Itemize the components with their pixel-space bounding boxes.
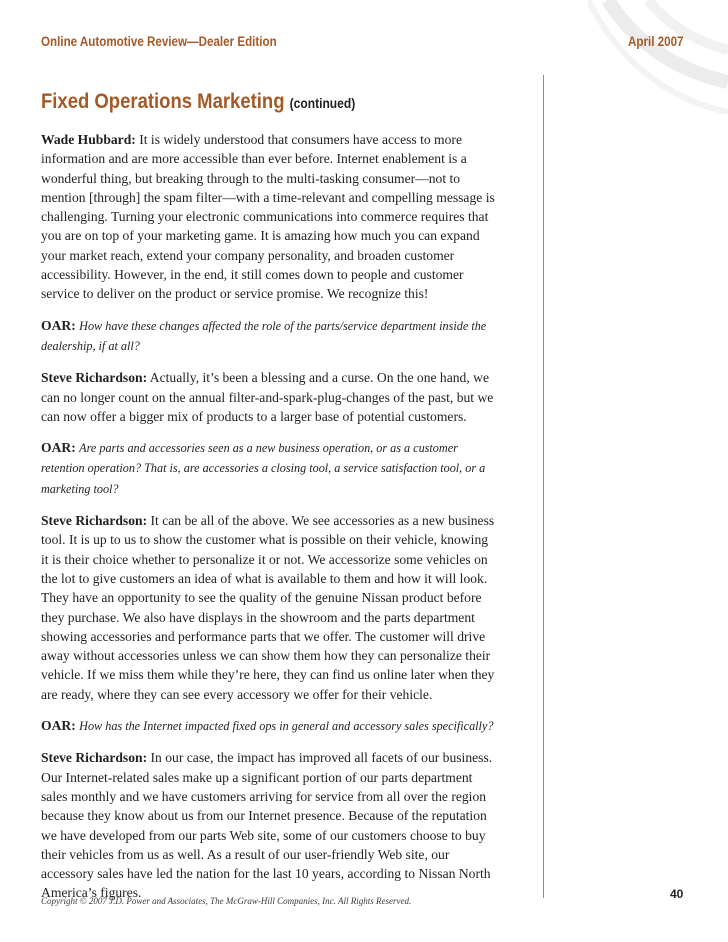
- speaker-label: Steve Richardson:: [41, 370, 148, 386]
- speaker-label: OAR:: [41, 317, 76, 333]
- page-number: 40: [670, 887, 684, 901]
- article-title-main: Fixed Operations Marketing: [41, 89, 285, 113]
- interview-paragraph: [41, 130, 496, 304]
- speaker-label: Wade Hubbard:: [41, 132, 136, 147]
- question-text: How has the Internet impacted fixed ops in general and accessory sales specifically?: [79, 719, 494, 734]
- interview-paragraph: [41, 438, 496, 499]
- publication-title: Online Automotive Review—Dealer Edition: [41, 34, 277, 49]
- question-text: How have these changes affected the role of the parts/service department inside the dealership, if at all?: [41, 318, 487, 353]
- speaker-label: OAR:: [41, 718, 76, 734]
- answer-text: In our case, the impact has improved all facets of our business. Our Internet-related sales make up a significant portion of our parts department sales monthly and we have customers arriving for service from all over the region because they know about us from our Internet presence. Because of the reputation we have developed from our parts Web site, some of our customers choose to buy their vehicles from us as well. As a result of our user-friendly Web site, our accessory sales have led the nation for the last 10 years, according to Nissan North America’s figures.: [41, 750, 493, 901]
- interview-paragraph: [41, 748, 496, 902]
- question-text: Are parts and accessories seen as a new business operation, or as a customer retention operation? That is, are accessories a closing tool, a service satisfaction tool, or a marketing tool?: [41, 441, 486, 496]
- issue-date: April 2007: [628, 34, 684, 49]
- interview-paragraph: [41, 368, 496, 426]
- copyright-notice: Copyright © 2007 J.D. Power and Associates, The McGraw-Hill Companies, Inc. All Rights Reserved.: [41, 896, 412, 906]
- answer-text: It is widely understood that consumers have access to more information and are more accessible than ever before. Internet enablement is a wonderful thing, but breaking through to the multi-tasking consumer—not to mention [through] the spam filter—with a time-relevant and compelling message is challenging. Turning your electronic communications into commerce requires that you are on top of your marketing game. It is amazing how much you can expand your market reach, extend your company personality, and broaden customer accessibility. However, in the end, it still comes down to people and customer service to deliver on the product or service promise. We recognize this!: [41, 132, 495, 302]
- article-title: [41, 89, 355, 114]
- article-title-continued: (continued): [289, 95, 356, 111]
- speaker-label: OAR:: [41, 440, 76, 456]
- interview-body: [41, 130, 496, 915]
- answer-text: Actually, it’s been a blessing and a curse. On the one hand, we can no longer count on the annual filter-and-spark-plug-changes of the past, but we can now offer a bigger mix of products to a larger base of potential customers.: [41, 370, 494, 424]
- interview-paragraph: [41, 511, 496, 704]
- decorative-swirl-graphic: [588, 0, 728, 120]
- speaker-label: Steve Richardson:: [41, 513, 148, 529]
- speaker-label: Steve Richardson:: [41, 750, 148, 766]
- interview-paragraph: [41, 316, 496, 357]
- interview-paragraph: [41, 716, 496, 736]
- column-divider: [543, 75, 544, 898]
- answer-text: It can be all of the above. We see accessories as a new business tool. It is up to us to show the customer what is possible on their vehicle, knowing it is their choice whether to personalize it or not. We accessorize some vehicles on the lot to give customers an idea of what is available to them and how it will look. They have an opportunity to see the quality of the genuine Nissan product before they purchase. We also have displays in the showroom and the parts department showing accessories and performance parts that we offer. The customer will drive away without accessories unless we can show them how they can personalize their vehicle. If we miss them while they’re here, they can find us online later when they are ready, where they can see every accessory we offer for their vehicle.: [41, 513, 495, 702]
